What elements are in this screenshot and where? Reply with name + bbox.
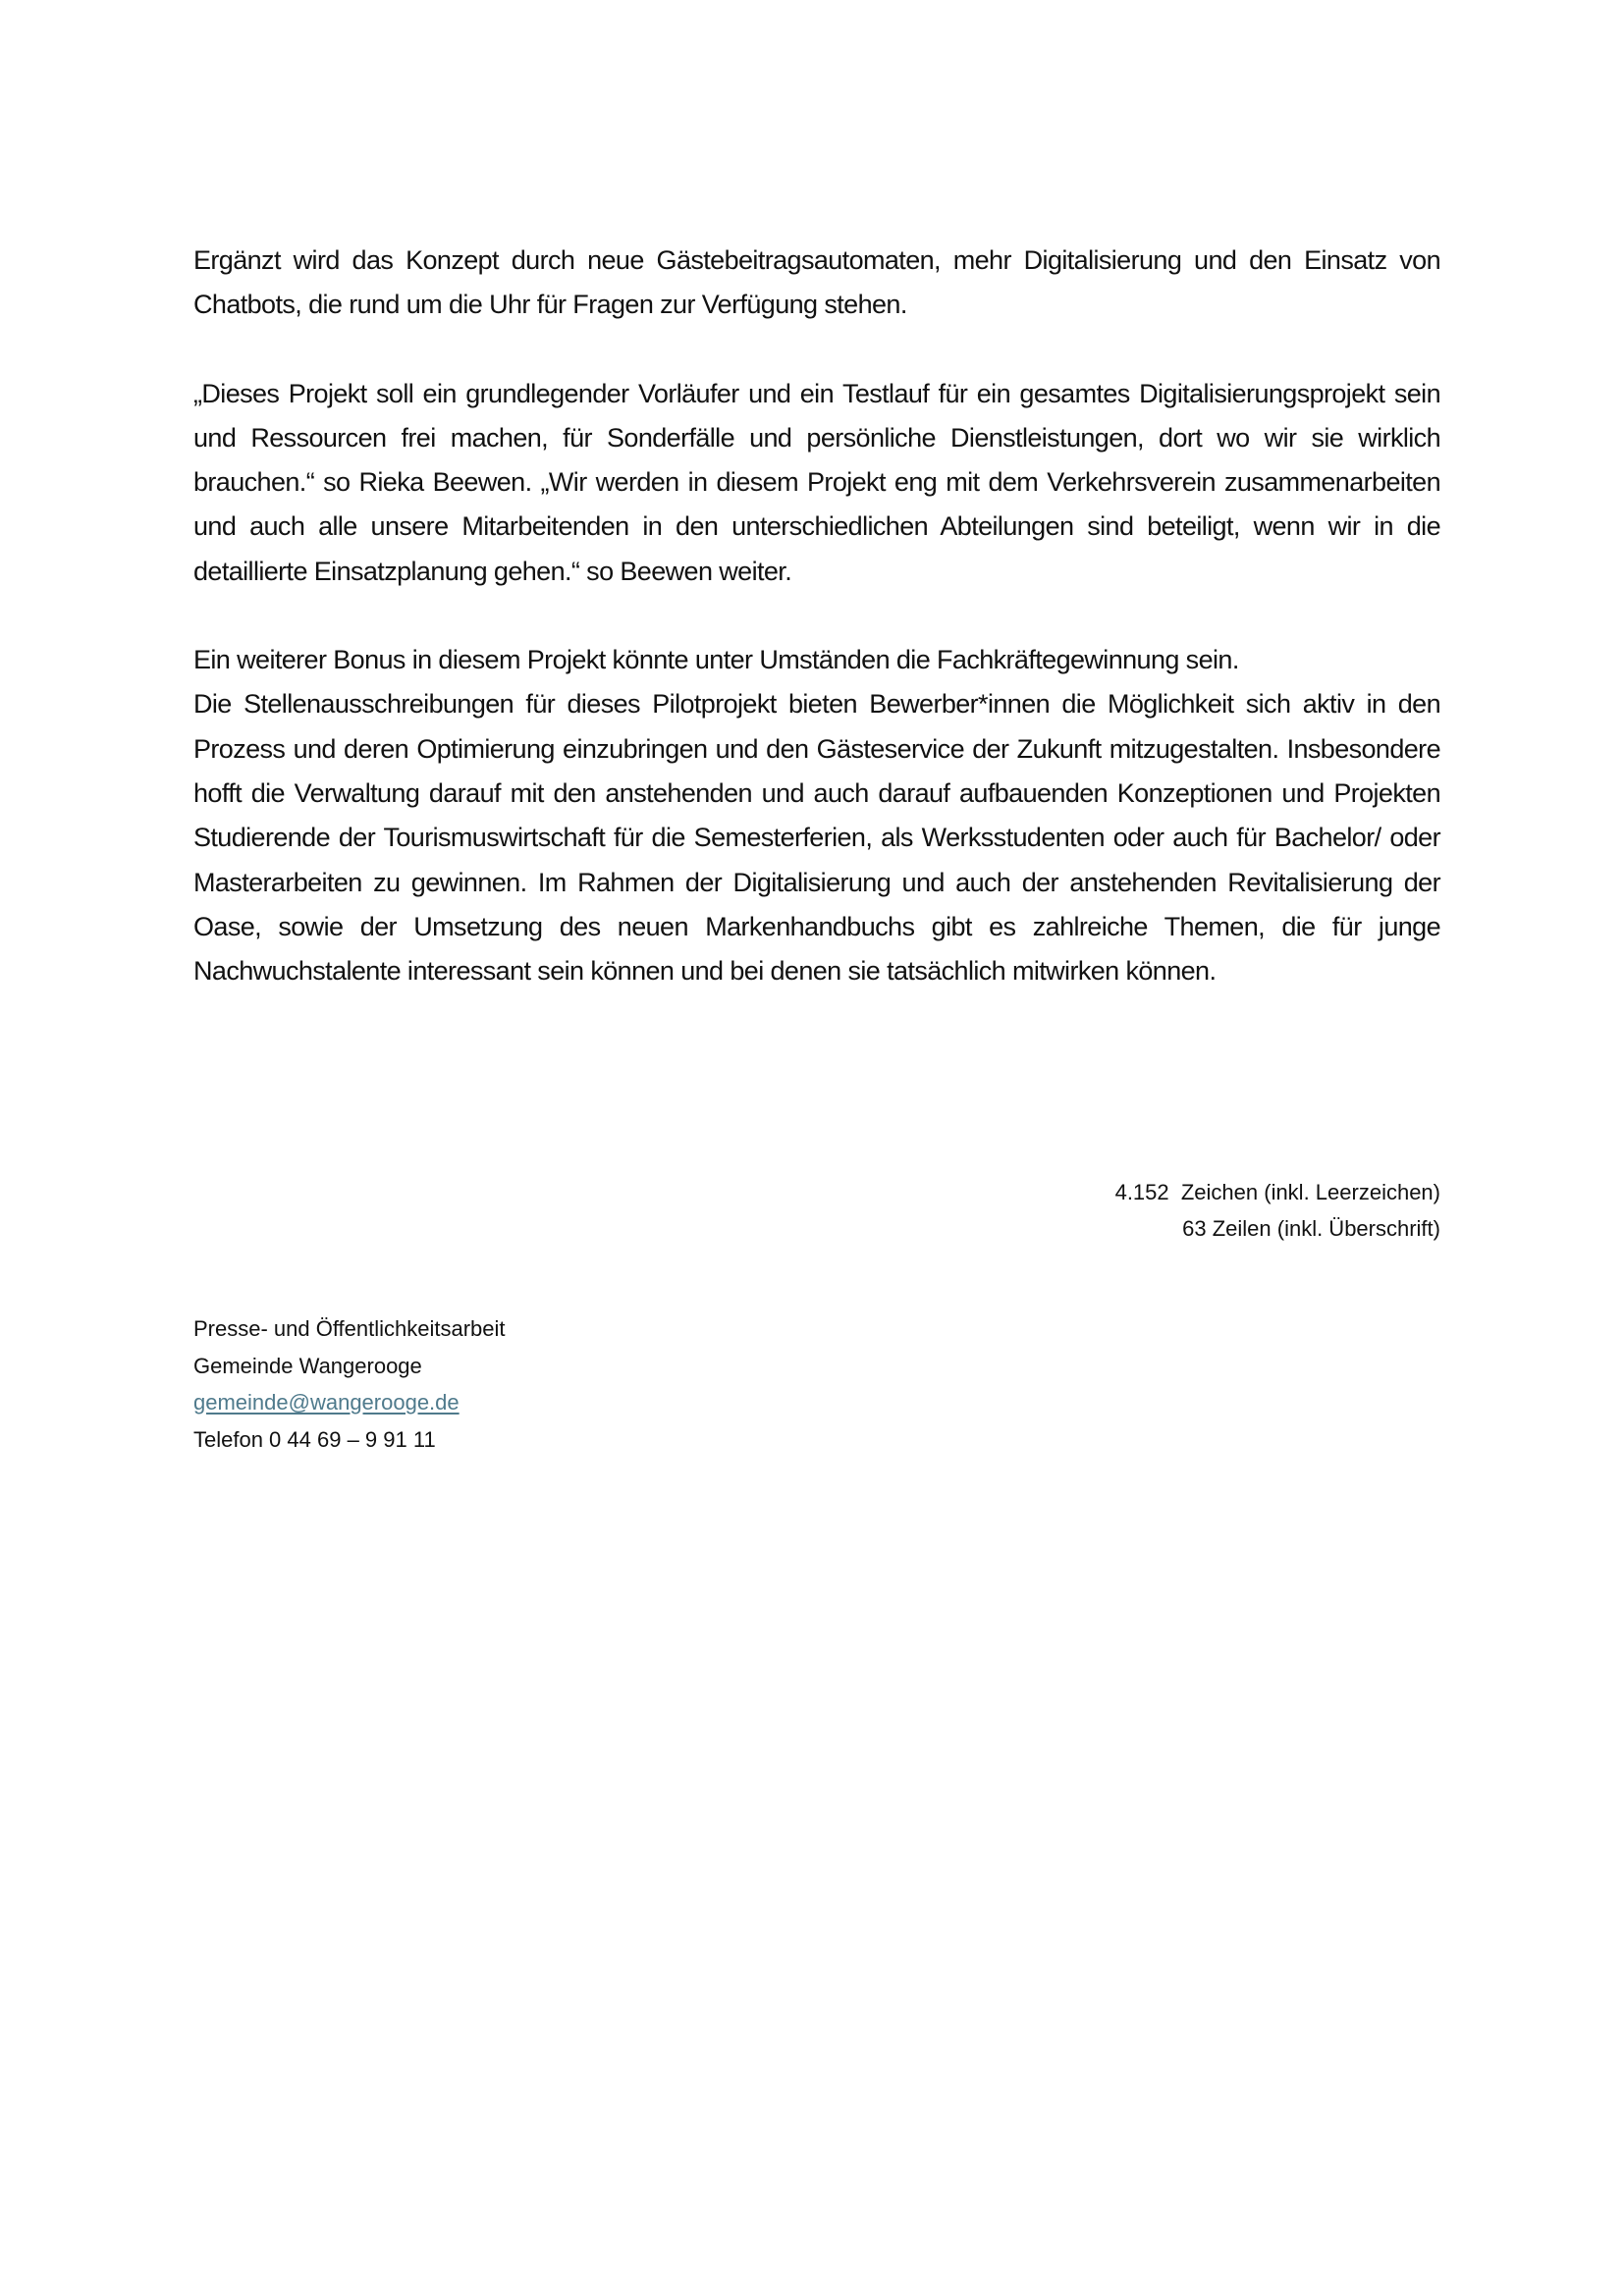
contact-block [193, 1310, 506, 1458]
paragraph-concept: Ergänzt wird das Konzept durch neue Gästebeitragsautomaten, mehr Digitalisierung und den Einsatz von Chatbots, die rund um die Uhr für Fragen zur Verfügung stehen. [193, 245, 1440, 320]
contact-phone: Telefon 0 44 69 – 9 91 11 [193, 1426, 436, 1452]
paragraph-recruitment-body: Die Stellenausschreibungen für dieses Pilotprojekt bieten Bewerber*innen die Möglichkeit sich aktiv in den Prozess und deren Optimierung einzubringen und den Gästeservice der Zukunft mitzugestalten. Insbesondere hofft die Verwaltung darauf mit den anstehenden und auch darauf aufbauenden Konzeptionen und Projekten Studierende der Tourismuswirtschaft für die Semesterferien, als Werksstudenten oder auch für Bachelor/ oder Masterarbeiten zu gewinnen. Im Rahmen der Digitalisierung und auch der anstehenden Revitalisierung der Oase, sowie der Umsetzung des neuen Markenhandbuchs gibt es zahlreiche Themen, die für junge Nachwuchstalente interessant sein können und bei denen sie tatsächlich mitwirken können. [193, 689, 1440, 987]
line-count: 63 Zeilen (inkl. Überschrift) [1182, 1216, 1440, 1241]
paragraph-quote: „Dieses Projekt soll ein grundlegender Vorläufer und ein Testlauf für ein gesamtes Digitalisierungsprojekt sein und Ressourcen frei machen, für Sonderfälle und persönliche Dienstleistungen, dort wo wir sie wirklich brauchen.“ so Rieka Beewen. „Wir werden in diesem Projekt eng mit dem Verkehrsverein zusammenarbeiten und auch alle unsere Mitarbeitenden in den unterschiedlichen Abteilungen sind beteiligt, wenn wir in die detaillierte Einsatzplanung gehen.“ so Beewen weiter. [193, 378, 1440, 586]
document-stats [1115, 1174, 1440, 1247]
paragraph-recruitment [193, 638, 1440, 993]
character-count: 4.152 Zeichen (inkl. Leerzeichen) [1114, 1180, 1440, 1204]
document-body [193, 239, 1440, 993]
paragraph-recruitment-lead: Ein weiterer Bonus in diesem Projekt könnte unter Umständen die Fachkräftegewinnung sein. [193, 645, 1239, 675]
contact-department: Presse- und Öffentlichkeitsarbeit [193, 1316, 506, 1341]
contact-email-link[interactable]: gemeinde@wangerooge.de [193, 1390, 460, 1415]
contact-organization: Gemeinde Wangerooge [193, 1353, 422, 1378]
